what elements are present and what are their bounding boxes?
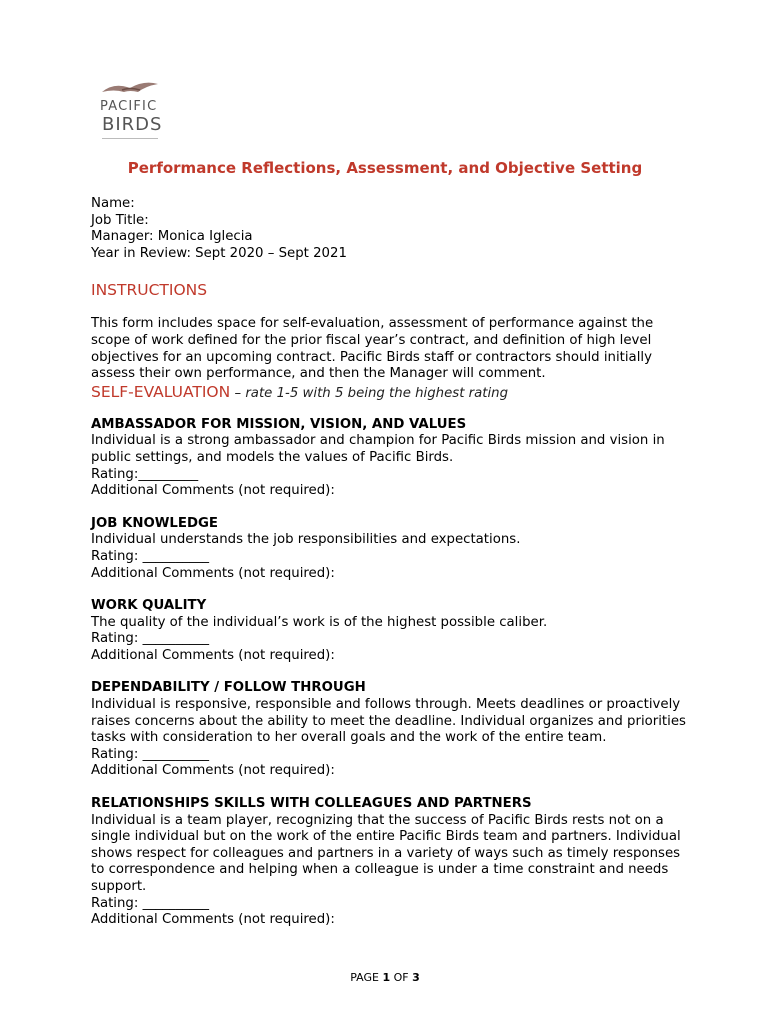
criterion-title: RELATIONSHIPS SKILLS WITH COLLEAGUES AND PARTNERS — [91, 796, 532, 812]
rating-field: Rating: __________ — [91, 548, 210, 564]
criterion-dependability — [91, 680, 691, 780]
criterion-description: Individual understands the job responsibilities and expectations. — [91, 532, 521, 548]
comments-label: Additional Comments (not required): — [91, 483, 335, 499]
job-title-field: Job Title: — [91, 212, 149, 228]
document-body — [91, 196, 691, 945]
criterion-ambassador — [91, 417, 691, 500]
comments-label: Additional Comments (not required): — [91, 647, 335, 663]
page-word: PAGE — [350, 971, 383, 984]
logo-underline — [102, 138, 158, 139]
self-evaluation-subtitle: – rate 1-5 with 5 being the highest rating — [230, 385, 509, 401]
criterion-work-quality — [91, 598, 691, 664]
page-footer — [0, 971, 770, 984]
logo-text-birds: BIRDS — [102, 114, 163, 135]
instructions-text: This form includes space for self-evaluation, assessment of performance against the scope of work defined for the prior fiscal year’s contract, and definition of high level objectives for an upcoming contract. Pacific Birds staff or contractors should initially assess their own performance, and then the Manager will comment. — [91, 316, 654, 382]
criterion-title: DEPENDABILITY / FOLLOW THROUGH — [91, 680, 366, 696]
criterion-description: Individual is a strong ambassador and champion for Pacific Birds mission and vision in public settings, and models the values of Pacific Birds. — [91, 433, 665, 465]
comments-label: Additional Comments (not required): — [91, 565, 335, 581]
pacific-birds-logo — [92, 72, 168, 142]
criterion-title: WORK QUALITY — [91, 598, 207, 614]
name-field: Name: — [91, 196, 135, 211]
rating-field: Rating: __________ — [91, 631, 210, 647]
instructions-heading: INSTRUCTIONS — [91, 281, 208, 300]
rating-field: Rating: __________ — [91, 746, 210, 762]
review-year-field: Year in Review: Sept 2020 – Sept 2021 — [91, 245, 347, 261]
employee-info — [91, 196, 691, 262]
logo-text-pacific: PACIFIC — [100, 99, 158, 114]
bird-icon — [100, 78, 160, 98]
criterion-description: Individual is responsive, responsible and follows through. Meets deadlines or proactively raises concerns about the ability to meet the deadline. Individual organizes and priorities tasks with consideration to her overall goals and the work of the entire team. — [91, 697, 686, 746]
comments-label: Additional Comments (not required): — [91, 912, 335, 928]
criterion-description: The quality of the individual’s work is of the highest possible caliber. — [91, 614, 548, 630]
page-total: 3 — [412, 971, 420, 984]
criterion-relationships — [91, 796, 691, 929]
manager-field: Manager: Monica Iglecia — [91, 229, 253, 245]
rating-field: Rating: __________ — [91, 895, 210, 911]
criterion-description: Individual is a team player, recognizing that the success of Pacific Birds rests not on a single individual but on the work of the entire Pacific Birds team and partners. Individual shows respect for colleagues and partners in a variety of ways such as timely responses to correspondence and helping when a colleague is under a time constraint and needs support. — [91, 812, 681, 894]
self-evaluation-title: SELF-EVALUATION — [91, 382, 231, 401]
criterion-job-knowledge — [91, 516, 691, 582]
comments-label: Additional Comments (not required): — [91, 763, 335, 779]
rating-field: Rating:_________ — [91, 466, 199, 482]
self-evaluation-heading — [91, 383, 691, 403]
criterion-title: AMBASSADOR FOR MISSION, VISION, AND VALUES — [91, 416, 467, 432]
document-title: Performance Reflections, Assessment, and Objective Setting — [127, 159, 643, 177]
of-word: OF — [390, 971, 413, 984]
criterion-title: JOB KNOWLEDGE — [91, 515, 219, 531]
page-number: 1 — [382, 971, 391, 984]
